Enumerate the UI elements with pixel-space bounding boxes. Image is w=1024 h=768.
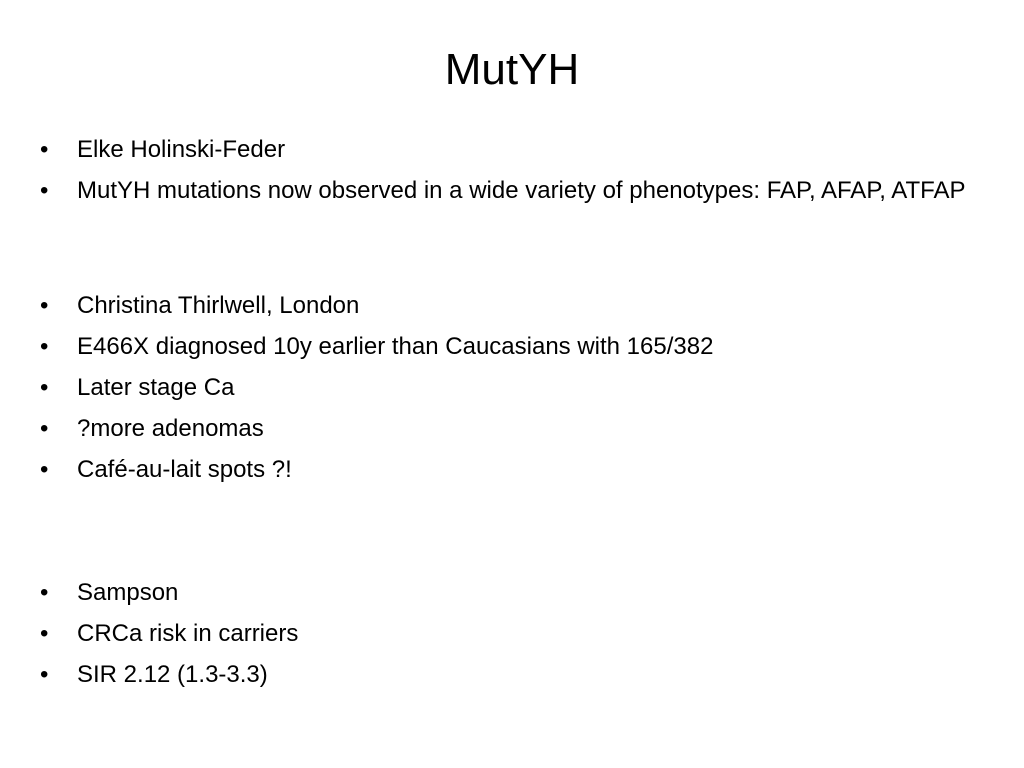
bullet-text: SIR 2.12 (1.3-3.3) — [77, 661, 268, 688]
bullet-marker: • — [40, 661, 49, 688]
bullet-marker: • — [40, 136, 49, 163]
bullet-text: MutYH mutations now observed in a wide variety of phenotypes: FAP, AFAP, ATFAP — [77, 177, 966, 204]
bullet-marker: • — [40, 415, 49, 442]
bullet-text: Christina Thirlwell, London — [77, 292, 360, 319]
bullet-text: Sampson — [77, 579, 179, 606]
bullet-marker: • — [40, 333, 49, 360]
bullet-marker: • — [40, 456, 49, 483]
bullet-marker: • — [40, 177, 49, 204]
bullet-text: Café-au-lait spots ?! — [77, 456, 292, 483]
bullet-text: E466X diagnosed 10y earlier than Caucasians with 165/382 — [77, 333, 714, 360]
bullet-text: ?more adenomas — [77, 415, 264, 442]
slide-title: MutYH — [444, 45, 580, 94]
bullet-marker: • — [40, 579, 49, 606]
bullet-text: Later stage Ca — [77, 374, 235, 401]
bullet-marker: • — [40, 374, 49, 401]
bullet-text: CRCa risk in carriers — [77, 620, 299, 647]
bullet-marker: • — [40, 620, 49, 647]
bullet-marker: • — [40, 292, 49, 319]
bullet-text: Elke Holinski-Feder — [77, 136, 286, 163]
